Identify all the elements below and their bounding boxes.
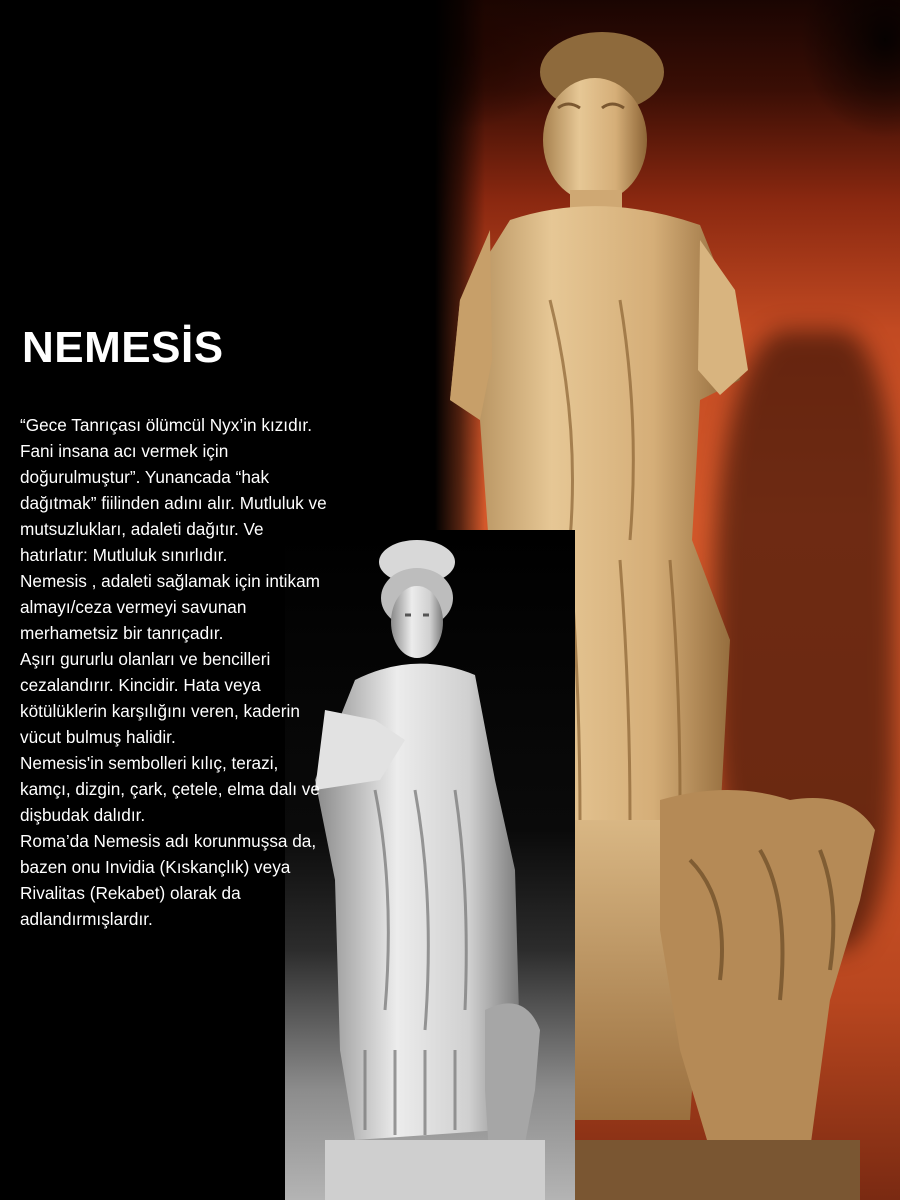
paragraph-vengeance: Nemesis , adaleti sağlamak için intikam almayı/ceza vermeyi savunan merhametsiz bir tanrıçadır. — [20, 571, 320, 643]
paragraph-rome: Roma’da Nemesis adı korunmuşsa da, bazen onu Invidia (Kıskançlık) veya Rivalitas (Rekabet) olarak da adlandırmışlardır. — [20, 831, 317, 929]
page-title: NEMESİS — [22, 323, 224, 372]
paragraph-symbols: Nemesis'in sembolleri kılıç, terazi, kamçı, dizgin, çark, çetele, elma dalı ve dişbudak dalıdır. — [20, 753, 320, 825]
paragraph-origin: “Gece Tanrıçası ölümcül Nyx’in kızıdır. Fani insana acı vermek için doğurulmuştur”. Yunancada “hak dağıtmak” fiilinden adını alır. Mutluluk ve mutsuzlukları, adaleti dağıtır. Ve hatırlatır: Mutluluk sınırlıdır. — [20, 415, 327, 565]
small-statue-face — [391, 586, 443, 658]
description-text — [20, 412, 330, 932]
statue-face — [543, 78, 647, 202]
paragraph-punishment: Aşırı gururlu olanları ve bencilleri cezalandırır. Kincidir. Hata veya kötülüklerin karşılığını veren, kaderin vücut bulmuş halidir. — [20, 649, 300, 747]
griffin-sculpture — [660, 790, 875, 1150]
